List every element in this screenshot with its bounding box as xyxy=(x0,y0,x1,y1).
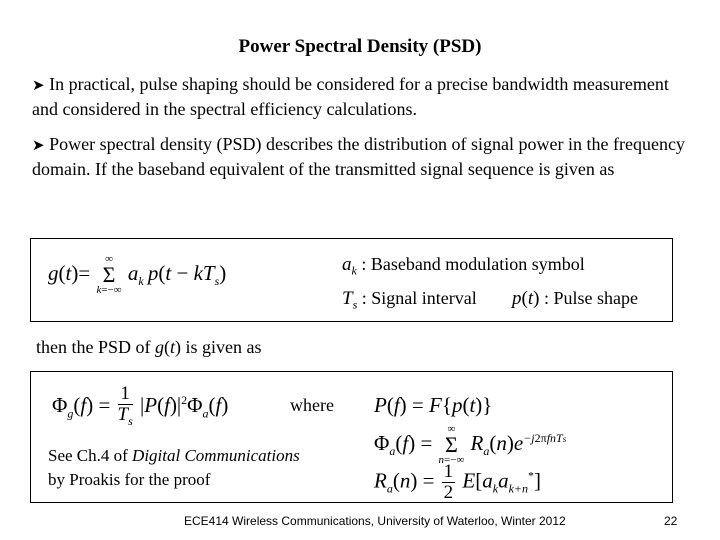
summation-symbol: ∞ Σ k=−∞ xyxy=(96,253,122,296)
then-psd-text: then the PSD of g(t) is given as xyxy=(36,337,262,357)
bullet-pulse-shaping xyxy=(32,72,692,121)
where-label: where xyxy=(290,395,334,415)
psd-equation: $\Phi_g(f)$ = $\frac{1}{T_s}$ $|P(f)|^2\Phi_a(f)$ xyxy=(52,383,229,428)
signal-equation: g(t)= ∞ Σ k=−∞ $a_k$ $p(t - kT_s)$ xyxy=(48,253,227,296)
pulse-definition: p(t) : Pulse shape xyxy=(512,288,638,309)
bullet-text: In practical, pulse shaping should be considered for a precise bandwidth measurement and considered in the spectral efficiency calculations. xyxy=(32,74,669,119)
arrow-right-icon: ➤ xyxy=(32,136,45,154)
slide-title: Power Spectral Density (PSD) xyxy=(238,36,482,57)
ak-definition: $a_k$ : Baseband modulation symbol xyxy=(342,254,585,278)
bullet-text: Power spectral density (PSD) describes the distribution of signal power in the frequency domain. If the baseband equivalent of the transmitted signal sequence is given as xyxy=(32,134,685,179)
proof-reference-note: See Ch.4 of Digital Communications by Proakis for the proof xyxy=(48,446,300,489)
autocorrelation-equation: $R_a(n)$ = $\frac{1}{2}$ $E[a_ka_{k+n}^*]$ xyxy=(374,461,542,503)
footer-text: ECE414 Wireless Communications, University of Waterloo, Winter 2012 xyxy=(184,514,566,528)
bullet-psd-definition xyxy=(32,132,692,181)
arrow-right-icon: ➤ xyxy=(32,76,45,94)
symbol-psd-equation: $\Phi_a(f)$ = ∞ Σ n=−∞ $R_a(n)e^{-j2\pi fnTs}$ xyxy=(374,423,567,466)
page-number: 22 xyxy=(664,514,678,528)
ts-definition: $T_s$ : Signal interval xyxy=(342,288,477,312)
pulse-transform-equation: P(f) = F{p(t)} xyxy=(374,393,493,417)
summation-symbol: ∞ Σ n=−∞ xyxy=(438,423,465,466)
